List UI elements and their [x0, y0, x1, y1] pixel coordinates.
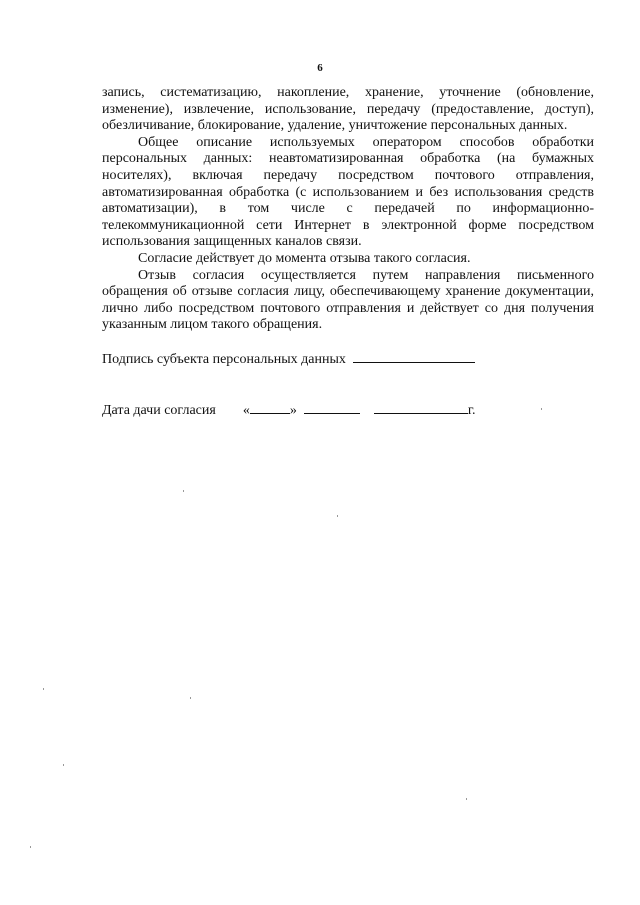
- date-line: [102, 399, 475, 419]
- close-quote: »: [289, 403, 297, 418]
- paragraph-consent-withdrawal: Отзыв согласия осуществляется путем направления письменного обращения об отзыве согласия лицу, обеспечивающему хранение документации, лично либо посредством почтового отправления и действует со дня получения указанным лицом такого обращения.: [102, 267, 594, 333]
- paragraph-processing-actions: запись, систематизацию, накопление, хранение, уточнение (обновление, изменение), извлечение, использование, передачу (предоставление, доступ), обезличивание, блокирование, удаление, уничтожение персональных данных.: [102, 85, 594, 134]
- paragraph-processing-methods: Общее описание используемых оператором способов обработки персональных данных: неавтоматизированная обработка (на бумажных носителях), включая передачу посредством почтового отправления, автоматизированная обработка (с использованием и без использования средств автоматизации), в том числе с передачей по информационно-телекоммуникационной сети Интернет в электронной форме посредством использования защищенных каналов связи.: [102, 134, 594, 250]
- scan-speck: [43, 688, 44, 690]
- open-quote: «: [242, 403, 250, 418]
- scan-speck: [63, 764, 64, 766]
- paragraph-consent-validity: Согласие действует до момента отзыва такого согласия.: [138, 250, 471, 266]
- year-blank[interactable]: [374, 399, 468, 414]
- year-suffix: г.: [467, 403, 476, 418]
- signature-blank[interactable]: [353, 348, 475, 363]
- day-blank[interactable]: [250, 399, 290, 414]
- month-blank[interactable]: [304, 399, 360, 414]
- signature-line: [102, 348, 475, 368]
- scan-speck: [190, 697, 191, 699]
- date-label: Дата дачи согласия: [102, 403, 216, 418]
- scan-speck: [337, 515, 338, 517]
- scan-speck: [30, 846, 31, 848]
- document-body: [102, 85, 594, 334]
- page-number: 6: [317, 62, 323, 74]
- scan-speck: [541, 408, 542, 410]
- signature-label: Подпись субъекта персональных данных: [102, 352, 346, 367]
- scan-speck: [466, 798, 467, 800]
- scan-speck: [183, 490, 184, 492]
